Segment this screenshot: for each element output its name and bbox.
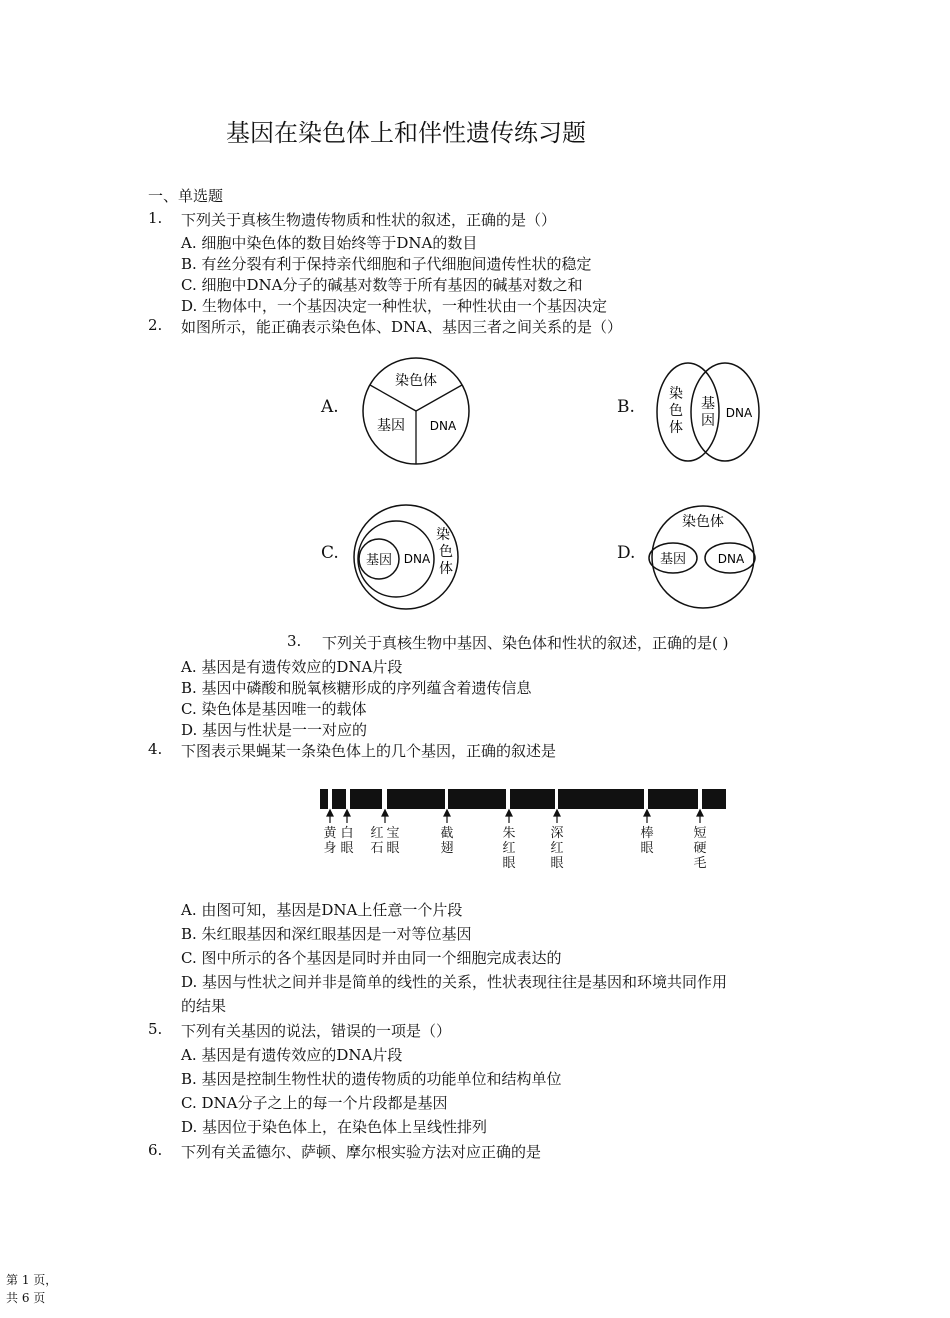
figure-label-c: C. [321,543,339,563]
diagram-c [350,503,470,611]
gene-label: 基因 [659,552,687,567]
question-2-number: 2. [148,316,163,334]
question-5-option-d: D. 基因位于染色体上，在染色体上呈线性排列 [181,1118,488,1136]
gene-shen-2: 红 [550,841,564,856]
chromosome-label-v1: 染 [669,386,683,402]
figure-label-b: B. [617,397,635,417]
question-6-number: 6. [148,1141,163,1159]
question-3-option-d: D. 基因与性状是一一对应的 [181,721,368,739]
gene-duan-1: 短 [693,826,707,841]
question-5-text: 下列有关基因的说法，错误的一项是（） [181,1022,452,1040]
question-4-text: 下图表示果蝇某一条染色体上的几个基因，正确的叙述是 [181,742,557,760]
question-5-option-a: A. 基因是有遗传效应的DNA片段 [181,1046,403,1064]
question-4-option-d-cont: 的结果 [181,997,227,1015]
gene-bai-1: 白 [340,826,354,841]
dna-label: DNA [403,552,431,566]
chromosome-gene-map [315,785,735,875]
gene-bang-2: 眼 [640,841,654,856]
diagram-b [652,360,764,464]
diagram-a [360,355,472,467]
gene-bai-2: 眼 [340,841,354,856]
page-title: 基因在染色体上和伴性遗传练习题 [226,119,586,147]
question-1-text: 下列关于真核生物遗传物质和性状的叙述，正确的是（） [181,211,557,229]
gene-huang-2: 身 [323,841,337,856]
question-5-option-b: B. 基因是控制生物性状的遗传物质的功能单位和结构单位 [181,1070,562,1088]
chromosome-label-v3: 体 [439,561,453,577]
page-footer-line1: 第 1 页， [6,1273,58,1287]
chromosome-label-v3: 体 [669,420,683,436]
gene-zhu-2: 红 [502,841,516,856]
question-3-number: 3. [287,632,302,650]
gene-label-v1: 基 [701,396,715,412]
gene-shen-1: 深 [550,826,564,841]
question-4-option-a: A. 由图可知，基因是DNA上任意一个片段 [181,901,463,919]
chromosome-label: 染色体 [682,514,724,530]
diagram-d [645,504,761,610]
gene-bao-2: 眼 [386,841,400,856]
gene-label: 基因 [365,553,393,568]
figure-label-a: A. [321,397,339,417]
dna-label: DNA [429,419,457,433]
gene-jie-1: 截 [440,826,454,841]
gene-bao-1: 宝 [386,826,400,841]
gene-label-v2: 因 [701,413,715,429]
question-1 [148,209,162,227]
gene-bang-1: 棒 [640,826,654,841]
question-5-option-c: C. DNA分子之上的每一个片段都是基因 [181,1094,448,1112]
question-1-option-c: C. 细胞中DNA分子的碱基对数等于所有基因的碱基对数之和 [181,276,583,294]
section-heading: 一、单选题 [148,187,224,205]
question-2-text: 如图所示，能正确表示染色体、DNA、基因三者之间关系的是（） [181,318,622,336]
gene-jie-2: 翅 [440,841,454,856]
question-5-number: 5. [148,1020,163,1038]
question-4-option-c: C. 图中所示的各个基因是同时并由同一个细胞完成表达的 [181,949,562,967]
dna-label: DNA [717,552,745,566]
question-6-text: 下列有关孟德尔、萨顿、摩尔根实验方法对应正确的是 [181,1143,542,1161]
chromosome-label-v2: 色 [439,544,453,560]
question-3-option-c: C. 染色体是基因唯一的载体 [181,700,367,718]
dna-label: DNA [725,406,753,420]
gene-hong-2: 石 [370,841,384,856]
chromosome-label-v2: 色 [669,403,683,419]
gene-huang-1: 黄 [323,826,337,841]
chromosome-label-v1: 染 [436,527,450,543]
question-1-option-d: D. 生物体中，一个基因决定一种性状，一种性状由一个基因决定 [181,297,608,315]
gene-hong-1: 红 [370,826,384,841]
gene-duan-3: 毛 [693,856,707,871]
question-1-option-b: B. 有丝分裂有利于保持亲代细胞和子代细胞间遗传性状的稳定 [181,255,592,273]
gene-zhu-3: 眼 [502,856,516,871]
gene-duan-2: 硬 [693,841,707,856]
question-3-option-b: B. 基因中磷酸和脱氧核糖形成的序列蕴含着遗传信息 [181,679,532,697]
question-3-option-a: A. 基因是有遗传效应的DNA片段 [181,658,403,676]
gene-zhu-1: 朱 [502,826,516,841]
question-1-option-a: A. 细胞中染色体的数目始终等于DNA的数目 [181,234,478,252]
question-4-option-d: D. 基因与性状之间并非是简单的线性的关系，性状表现往往是基因和环境共同作用 [181,973,728,991]
figure-label-d: D. [617,543,636,563]
gene-label: 基因 [377,418,405,434]
question-4-number: 4. [148,740,163,758]
chromosome-label: 染色体 [395,373,437,389]
question-4-option-b: B. 朱红眼基因和深红眼基因是一对等位基因 [181,925,472,943]
question-number: 1. [148,209,163,227]
page-footer-line2: 共 6 页 [6,1291,46,1305]
gene-shen-3: 眼 [550,856,564,871]
question-3-text: 下列关于真核生物中基因、染色体和性状的叙述，正确的是( ) [322,634,729,652]
